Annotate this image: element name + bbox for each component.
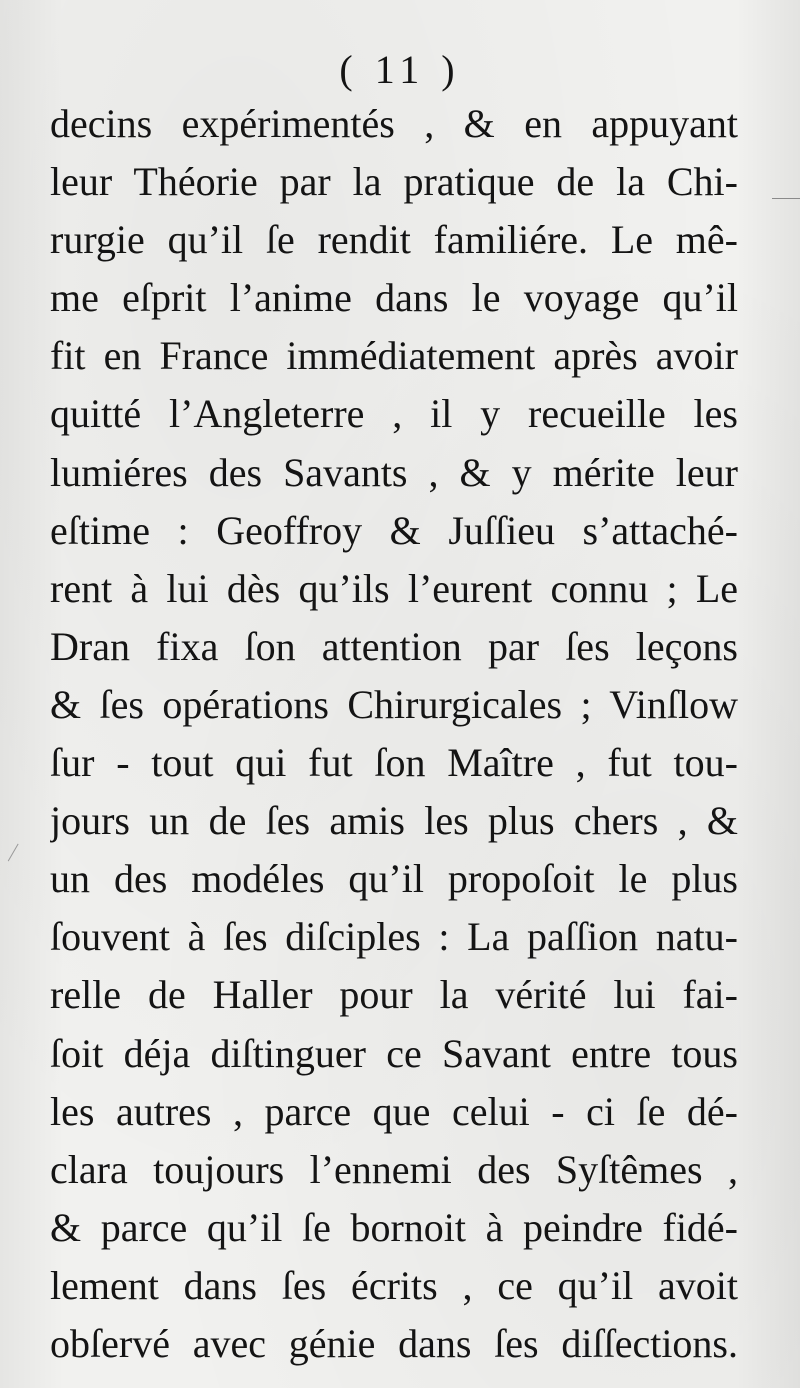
text-line: Dran fixa ſon attention par ſes leçons [50,623,738,669]
text-line: les autres , parce que celui - ci ſe dé- [50,1088,738,1134]
text-line: decins expérimentés , & en appuyant [50,101,738,146]
margin-mark-left [8,844,28,867]
text-line: un des modéles qu’il propoſoit le plus [50,856,738,902]
text-line: clara toujours l’ennemi des Syſtêmes , [50,1146,738,1192]
margin-mark [772,198,800,199]
text-line: ſouvent à ſes diſciples : La paſſion natu- [50,914,738,960]
text-line: & ſes opérations Chirurgicales ; Vinſlow [50,681,738,727]
page-number: ( 11 ) [339,47,461,92]
text-line: quitté l’Angleterre , il y recueille les [50,391,738,437]
text-line: jours un de ſes amis les plus chers , & [50,798,738,844]
text-line: & parce qu’il ſe bornoit à peindre fidé- [50,1204,738,1250]
text-line: ſoit déja diſtinguer ce Savant entre tous [50,1030,738,1076]
body-text [50,95,738,1373]
text-line: rurgie qu’il ſe rendit familiére. Le mê- [50,217,738,263]
text-line: fit en France immédiatement après avoir [50,333,738,379]
text-line: relle de Haller pour la vérité lui fai- [50,972,738,1018]
text-line: rent à lui dès qu’ils l’eurent connu ; Le [50,565,738,611]
text-line: ſur - tout qui fut ſon Maître , fut tou- [50,740,738,786]
text-line: obſervé avec génie dans ſes diſſections. [50,1320,738,1366]
text-line: me eſprit l’anime dans le voyage qu’il [50,275,738,321]
text-line: eſtime : Geoffroy & Juſſieu s’attaché- [50,507,738,553]
text-line: lement dans ſes écrits , ce qu’il avoit [50,1262,738,1308]
text-line: leur Théorie par la pratique de la Chi- [50,159,738,205]
text-line: lumiéres des Savants , & y mérite leur [50,449,738,495]
